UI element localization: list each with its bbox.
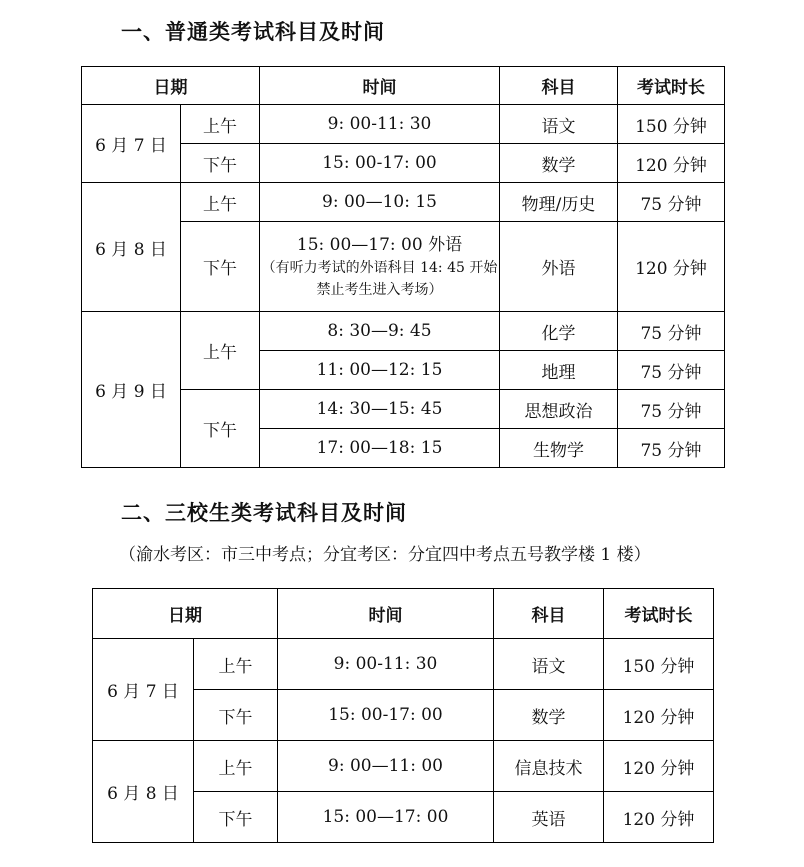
duration-cell: 120 分钟 <box>604 741 714 792</box>
subject-cell: 物理/历史 <box>500 183 618 222</box>
date-cell: 6 月 9 日 <box>82 312 181 468</box>
period-cell: 下午 <box>194 690 278 741</box>
header-subject: 科目 <box>494 589 604 639</box>
subject-cell: 外语 <box>500 222 618 312</box>
subject-cell: 语文 <box>500 105 618 144</box>
period-cell: 上午 <box>181 105 260 144</box>
header-duration: 考试时长 <box>618 67 725 105</box>
time-cell: 9: 00—11: 00 <box>278 741 494 792</box>
time-note: （有听力考试的外语科目 14: 45 开始禁止考生进入考场） <box>261 259 498 298</box>
exam-schedule-table-vocational <box>92 588 714 843</box>
table-row <box>93 639 714 690</box>
duration-cell: 120 分钟 <box>604 690 714 741</box>
duration-cell: 120 分钟 <box>618 222 725 312</box>
section-2-venue-note: （渝水考区：市三中考点；分宜考区：分宜四中考点五号教学楼 1 楼） <box>119 545 651 565</box>
date-cell: 6 月 8 日 <box>82 183 181 312</box>
period-cell: 上午 <box>194 741 278 792</box>
header-time: 时间 <box>278 589 494 639</box>
subject-cell: 思想政治 <box>500 390 618 429</box>
duration-cell: 75 分钟 <box>618 351 725 390</box>
period-cell: 上午 <box>181 183 260 222</box>
header-date: 日期 <box>82 67 260 105</box>
header-duration: 考试时长 <box>604 589 714 639</box>
period-cell: 下午 <box>194 792 278 843</box>
time-cell: 14: 30—15: 45 <box>260 390 500 429</box>
time-text: 15: 00—17: 00 外语 <box>296 234 463 255</box>
duration-cell: 150 分钟 <box>604 639 714 690</box>
subject-cell: 生物学 <box>500 429 618 468</box>
subject-cell: 地理 <box>500 351 618 390</box>
table-row <box>82 105 725 144</box>
duration-cell: 150 分钟 <box>618 105 725 144</box>
time-cell: 9: 00-11: 30 <box>278 639 494 690</box>
period-cell: 上午 <box>194 639 278 690</box>
subject-cell: 数学 <box>500 144 618 183</box>
table-row <box>82 183 725 222</box>
duration-cell: 120 分钟 <box>618 144 725 183</box>
table-header-row <box>82 67 725 105</box>
duration-cell: 75 分钟 <box>618 312 725 351</box>
duration-cell: 75 分钟 <box>618 390 725 429</box>
subject-cell: 英语 <box>494 792 604 843</box>
period-cell: 下午 <box>181 390 260 468</box>
header-time: 时间 <box>260 67 500 105</box>
time-cell: 11: 00—12: 15 <box>260 351 500 390</box>
time-cell: 15: 00-17: 00 <box>278 690 494 741</box>
time-cell: 9: 00—10: 15 <box>260 183 500 222</box>
period-cell: 下午 <box>181 144 260 183</box>
subject-cell: 数学 <box>494 690 604 741</box>
duration-cell: 75 分钟 <box>618 183 725 222</box>
date-cell: 6 月 7 日 <box>82 105 181 183</box>
table-header-row <box>93 589 714 639</box>
date-cell: 6 月 8 日 <box>93 741 194 843</box>
date-cell: 6 月 7 日 <box>93 639 194 741</box>
exam-schedule-table-general <box>81 66 725 468</box>
period-cell: 下午 <box>181 222 260 312</box>
subject-cell: 语文 <box>494 639 604 690</box>
section-2-title: 二、三校生类考试科目及时间 <box>121 501 407 525</box>
time-cell: 15: 00-17: 00 <box>260 144 500 183</box>
time-cell <box>260 222 500 312</box>
time-cell: 15: 00—17: 00 <box>278 792 494 843</box>
table-row <box>82 312 725 351</box>
duration-cell: 75 分钟 <box>618 429 725 468</box>
section-1-title: 一、普通类考试科目及时间 <box>121 20 385 44</box>
table-row <box>93 741 714 792</box>
time-cell: 8: 30—9: 45 <box>260 312 500 351</box>
subject-cell: 信息技术 <box>494 741 604 792</box>
header-subject: 科目 <box>500 67 618 105</box>
time-cell: 9: 00-11: 30 <box>260 105 500 144</box>
duration-cell: 120 分钟 <box>604 792 714 843</box>
subject-cell: 化学 <box>500 312 618 351</box>
header-date: 日期 <box>93 589 278 639</box>
time-cell: 17: 00—18: 15 <box>260 429 500 468</box>
period-cell: 上午 <box>181 312 260 390</box>
